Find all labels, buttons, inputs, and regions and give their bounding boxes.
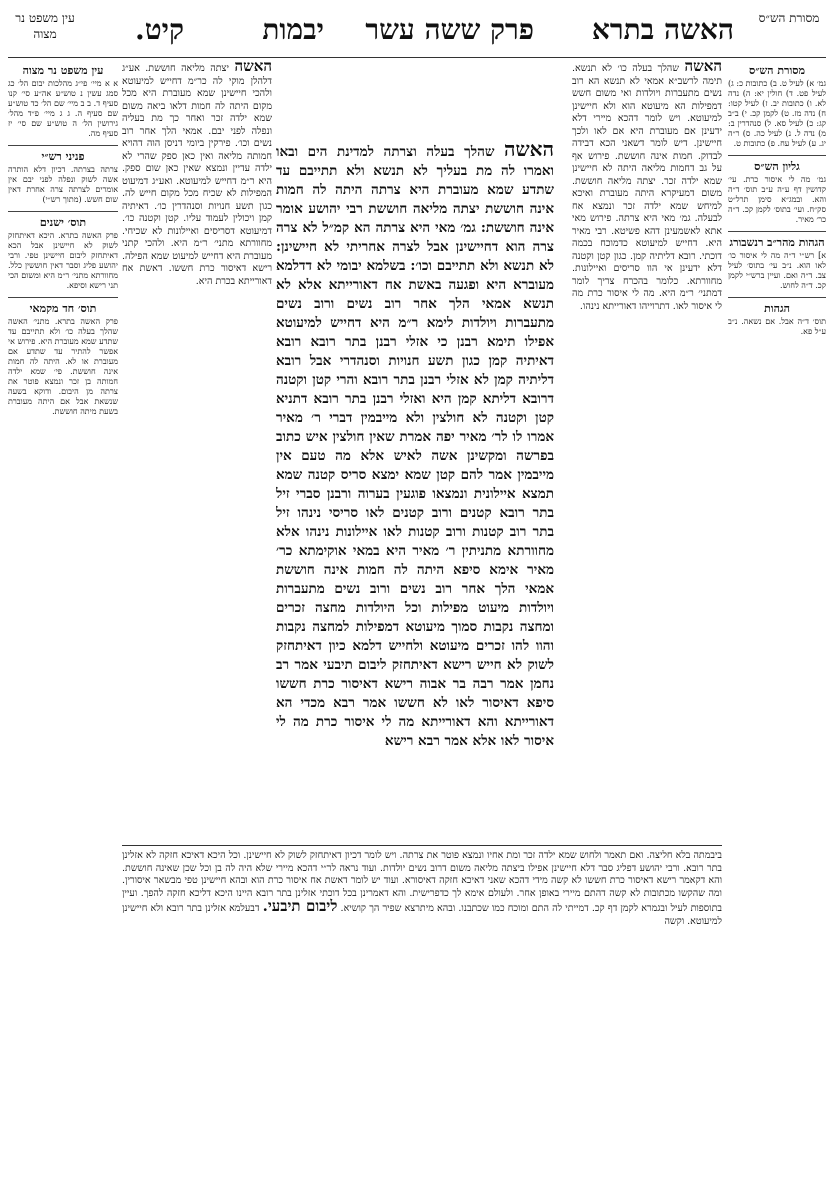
tosafot-text: שהלך בעלה כו׳ לא תנשא. תימה לרשב״א אמאי לא תנשא הא רוב נשים מתעברות ויולדות ואי משום חשש דמפילות הא מיעוטא הוא ולא חיישינן למיעוטא. ויש לומר דהכא מיירי דלא ידעינן אם מעוברת היא אם לאו ולכך חיישינן. דיש לומר דשאני הכא דבידה לבדוק. חמות אינה חוששת. פירוש אף על גב דחמות מליאה היתה לא חיישינן שמא ילדה זכר. יצתה מליאה חוששת. משום דמעיקרא היתה מעוברת ואיכא למיחש שמא ילדה זכר ונמצא אח לבעלה. גמ׳ מאי היא צרתה. פירוש מאי אתא לאשמעינן דהא פשיטא. רבי מאיר היא. דחייש למיעוטא כדמוכח בכמה דוכתי. רובא דליתיה קמן. כגון קטן וקטנה דלא ידעינן אי הוו סריסים ואיילונות. מחוורתא. כלומר בהכרח צריך לומר דמתני׳ ר״מ היא. מה לי איסור כרת מה לי איסור לאו. דתרוייהו דאורייתא נינהו.	[572, 63, 722, 312]
chapter-title: האשה בתרא	[591, 13, 734, 46]
masoret-title: מסורת הש״ס	[748, 64, 806, 77]
masoret-text: גמ׳ א) לעיל ט. ב) כתובות כ: ג) לעיל פט. ד) חולין יא: ה) נדה לא. ו) כתובות יב. ז) לעיל קטו: ח) נדה מז. ט) לקמן קכ. י) ב״ב קג: כ) לעיל סא. ל) סנהדרין ב: מ) נדה ל. נ) לעיל כה. ס) ר״ה יג. ע) לעיל עח. פ) כתובות ט.	[728, 79, 826, 148]
tosafot-yeshanim-text: פרק האשה בתרא. היכא דאיתחזק לשוק לא חיישינן אבל הכא דאיתחזק ליבום חיישינן טפי. ורבי יהושע פליג וסבר דאין חוששין כלל. מחוורתא מתני׳ ר״מ היא ומשום הכי תני רישא וסיפא.	[8, 231, 118, 290]
tosafot-column	[572, 60, 722, 840]
separator	[728, 297, 826, 298]
folio-number: קיט.	[135, 13, 184, 46]
separator	[728, 155, 826, 156]
bottom-closing-word: ליבום תיבעי.	[262, 897, 338, 915]
rashi-text: יצתה מליאה חוששת. אע״ג דלהלן מוקי לה כר״מ דחייש למיעוטא ולהכי חיישינן שמא מעוברת היא מכל מקום היתה לה חמות דלאו ביאה משום שמא ילדה זכר ואחר כך מת בעליה ונפלה לפני יבם. אמאי הלך אחר רוב נשים וכו׳. פירקין ביומי דניסן הוה דהויא חמותה מליאה ואין כאן ספק שהרי לא ילדה עדיין ונמצא שאין כאן שום ספק. היא ר״מ דחייש למיעוטא. ואע״ג דמיעוט המפילות לא שכיח מכל מקום חייש לה. כגון תשע חנויות וסנהדרין כו׳. דאיתיה קמן ויכולין לעמוד עליו. קטן וקטנה כו׳. דמיעוטא דסריסים ואיילונות לא שכיחי. מחוורתא מתני׳ ר״מ היא. ולהכי קתני מעוברת היא דחייש למיעוט שמא הפילה. רישא דאיסור כרת חששו. דאשת אח דאורייתא בכרת היא.	[122, 63, 272, 287]
page-header	[10, 10, 824, 56]
separator	[8, 211, 118, 212]
hagahot-text: א] רש״י ד״ה מה לי איסור כו׳ לאו הוא. נ״ב עי׳ בתוס׳ לעיל צב. ד״ה ואם. ועיין ברש״י לקמן קכ. ד״ה לחוש.	[728, 251, 826, 290]
separator	[8, 145, 118, 146]
gilyon-text: גמ׳ מה לי איסור כרת. עי׳ קדושין דף ע״ה ע״ב תוס׳ ד״ה והא. ובמג״א סימן תרל״ט סק״ח. ועי׳ בתוס׳ לקמן קכ. ד״ה כר׳ מאיר.	[728, 175, 826, 224]
rishonim-text: צרתה בצרתה. דכיון דלא הותרה אשה לשוק ונפלה לפני יבם אין אומרים לצרתה צרה אחרת דאין שום חשש. (מתוך רש״י)	[8, 165, 118, 204]
bottom-closing-text: דבעלמא אזלינן בתר רובא ולא חיישינן למיעוטא. וקשה	[122, 903, 722, 927]
gilyon-title: גליון הש״ס	[754, 160, 800, 173]
hagahot2-text: תוס׳ ד״ה אבל. אם נשאה. נ״ב ע״ל פא.	[728, 317, 826, 336]
bottom-commentary	[122, 850, 722, 1170]
tractate-name: יבמות	[262, 13, 324, 46]
gemara-opening-word: האשה	[503, 140, 554, 161]
gemara-main-text	[276, 140, 554, 840]
margin-right-column	[728, 60, 826, 840]
rishonim-title: פניני רש״י	[41, 150, 85, 163]
bottom-text: ביבמתה בלא חליצה. ואם תאמר ולחוש שמא ילדה זכר ומת אחיו ונמצא פוטר את צרתה. ויש לומר דכיון דאיתחזק לשוק לא חיישינן. וכל היכא דאיכא חזקה לא אזלינן בתר רובא. ורבי יהושע דפליג סבר דלא חיישינן אפילו ביצתה מליאה משום דרוב נשים יולדות. ועוד נראה לר״י דהכא מיירי שלא היה לה בן וכל שכן שאינה חוששת. והא דקאמר רישא דאיסור כרת חששו לא קשה מידי דהכא שאני דאיכא חזקה דאיסורא. ועוד יש לומר דאשת אח איסור כרת הוא ובהא חיישינן טפי מבשאר איסורין. ומה שהקשו מכתובות לא קשה דהתם מיירי באופן אחר. ולעולם אימא לך כדפרישית. והא דאמרינן בכל דוכתי אזלינן בתר רובא היינו היכא דליכא חזקה להפך. ועיין בתוספות לעיל ובגמרא לקמן דף קכ. דמייתי לה התם ומוכח כמו שכתבנו. ובהא מיתרצא שפיר הך קושיא.	[122, 850, 722, 914]
bottom-rule	[122, 845, 722, 846]
separator	[728, 231, 826, 232]
tosafot-hamekubatz-text: פרק האשה בתרא. מתני׳ האשה שהלך בעלה כו׳ ולא תתייבם עד שתדע שמא מעוברת היא. פירוש אי אפשר להתיר עד שתדע אם מעוברת או לא. היתה לה חמות אינה חוששת. פי׳ שמא ילדה חמותה בן זכר ונמצא פוטר את צרתה מן היבום. ודוקא בשעה שנשאת אבל אם היתה מעוברת בשעת מיתה חוששת.	[8, 317, 118, 416]
margin-left-column	[8, 60, 118, 1160]
ein-mishpat-title: עין משפט נר מצוה	[22, 64, 104, 77]
tosafot-hamekubatz-title: תוס׳ חד מקמאי	[29, 302, 97, 315]
separator	[8, 297, 118, 298]
hagahot-title: הגהות מהר״ב רנשבורג	[729, 236, 825, 249]
hagahot2-title: הגהות	[764, 302, 790, 315]
ein-mishpat-text: א א מיי׳ פי״ג מהלכות יבום הל׳ כג סמג עשין נ טוש״ע אה״ע סי׳ קנו סעיף ד. ב ב מיי׳ שם הל׳ כד טוש״ע שם סעיף ה. ג ג מיי׳ פ״ד מהל׳ גירושין הל׳ ה טוש״ע שם סי׳ יז סעיף מה.	[8, 79, 118, 138]
masoret-hashas-label: מסורת הש״ס	[758, 11, 820, 25]
rashi-opening-word: האשה	[234, 60, 272, 75]
header-rule	[8, 57, 826, 58]
tosafot-yeshanim-title: תוס׳ ישנים	[39, 216, 87, 229]
chapter-number: פרק ששה עשר	[365, 13, 534, 46]
ein-mishpat-label: עין משפט נר מצוה	[15, 11, 75, 41]
gemara-text: שהלך בעלה וצרתה למדינת הים ובאו ואמרו לה מת בעליך לא תנשא ולא תתייבם עד שתדע שמא מעוברת היא צרתה היתה לה חמות אינה חוששת יצתה מליאה חוששת רבי יהושע אומר אינה חוששת: גמ׳ מאי היא צרתה הא קמ״ל לא צרה צרה הוא דחיישינן אבל לצרה אחריתי לא חיישינן: לא תנשא ולא תתייבם וכו׳: בשלמא יבומי לא דדלמא מעוברא היא ופגעה באשת אח דאורייתא אלא לא תנשא אמאי הלך אחר רוב נשים ורוב נשים מתעברות ויולדות לימא ר״מ היא דחייש למיעוטא אפילו תימא רבנן כי אזלי רבנן בתר רובא רובא דאיתיה קמן כגון תשע חנויות וסנהדרי אבל רובא דליתיה קמן לא אזלי רבנן בתר רובא והרי קטן וקטנה דרובא דליתא קמן היא ואזלי רבנן בתר רובא דתניא קטן וקטנה לא חולצין ולא מייבמין דברי ר׳ מאיר אמרו לו לר׳ מאיר יפה אמרת שאין חולצין איש כתוב בפרשה ומקשינן אשה לאיש אלא מה טעם אין מייבמין אמר להם קטן שמא ימצא סריס קטנה שמא תמצא איילונית ונמצאו פוגעין בערוה ורבנן סברי זיל בתר רובא קטנים ורוב קטנים לאו סריסי נינהו זיל בתר רוב קטנות ורוב קטנות לאו איילונות נינהו אלא מחוורתא מתניתין ר׳ מאיר היא במאי אוקימתא כר׳ מאיר אימא סיפא היתה לה חמות אינה חוששת אמאי הלך אחר רוב נשים ורוב נשים מתעברות ויולדות מיעוט מפילות וכל היולדות מחצה זכרים ומחצה נקבות סמוך מיעוטא דמפילות למחצה נקבות והוו להו זכרים מיעוטא ולחייש דלמא כיון דאיתחזק לשוק לא חייש רישא דאיתחזק ליבום תיבעי אמר רב נחמן אמר רבה בר אבוה רישא דאיסור כרת חששו סיפא דאיסור לאו לא חששו אמר רבא מכדי הא דאורייתא והא דאורייתא מה לי איסור כרת מה לי איסור לאו אלא אמר רבא רישא	[276, 144, 554, 749]
tosafot-opening-word: האשה	[684, 60, 722, 75]
rashi-column	[122, 60, 272, 840]
